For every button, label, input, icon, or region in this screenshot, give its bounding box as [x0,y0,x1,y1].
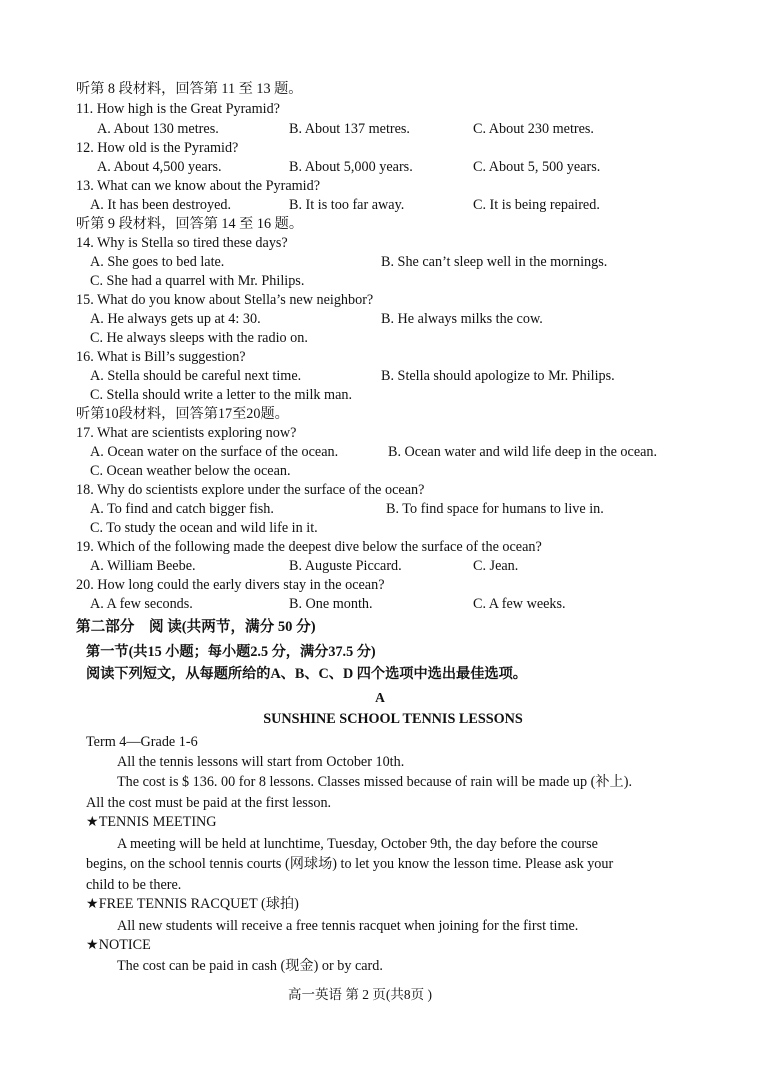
question-16-option-b: B. Stella should apologize to Mr. Philips. [381,368,615,384]
free-racquet-heading: ★FREE TENNIS RACQUET (球拍) [86,896,299,912]
meeting-text-line-3: child to be there. [86,877,182,893]
question-18-option-a: A. To find and catch bigger fish. [90,501,274,517]
question-13-option-b: B. It is too far away. [289,197,405,213]
question-12-option-c: C. About 5, 500 years. [473,159,601,175]
reading-instruction: 阅读下列短文，从每题所给的A、B、C、D 四个选项中选出最佳选项。 [86,666,527,682]
question-17-stem: 17. What are scientists exploring now? [76,425,297,441]
page-footer: 高一英语 第 2 页(共8页 ) [288,987,432,1002]
question-12-option-a: A. About 4,500 years. [97,159,222,175]
question-14-option-c: C. She had a quarrel with Mr. Philips. [90,273,305,289]
question-12-stem: 12. How old is the Pyramid? [76,140,239,156]
question-20-stem: 20. How long could the early divers stay in the ocean? [76,577,385,593]
question-14-option-b: B. She can’t sleep well in the mornings. [381,254,608,270]
paragraph-cost: The cost is $ 136. 00 for 8 lessons. Classes missed because of rain will be made up (补上). [117,774,632,790]
section-heading-9: 听第 9 段材料，回答第 14 至 16 题。 [76,216,304,232]
tennis-meeting-heading: ★TENNIS MEETING [86,814,217,830]
section-one-heading: 第一节(共15 小题；每小题2.5 分，满分37.5 分) [86,644,376,660]
question-13-option-c: C. It is being repaired. [473,197,600,213]
question-17-option-b: B. Ocean water and wild life deep in the ocean. [388,444,658,460]
question-15-option-b: B. He always milks the cow. [381,311,543,327]
section-heading-8: 听第 8 段材料，回答第 11 至 13 题。 [76,81,303,97]
question-14-option-a: A. She goes to bed late. [90,254,225,270]
term-line: Term 4—Grade 1-6 [86,734,198,750]
question-19-option-c: C. Jean. [473,558,519,574]
question-13-option-a: A. It has been destroyed. [90,197,232,213]
question-20-option-c: C. A few weeks. [473,596,566,612]
question-14-stem: 14. Why is Stella so tired these days? [76,235,288,251]
question-16-option-c: C. Stella should write a letter to the milk man. [90,387,353,403]
free-racquet-text: All new students will receive a free tennis racquet when joining for the first time. [117,918,579,934]
question-13-stem: 13. What can we know about the Pyramid? [76,178,321,194]
question-15-option-c: C. He always sleeps with the radio on. [90,330,308,346]
question-15-stem: 15. What do you know about Stella’s new neighbor? [76,292,374,308]
meeting-text-line-1: A meeting will be held at lunchtime, Tuesday, October 9th, the day before the course [117,836,598,852]
question-11-option-c: C. About 230 metres. [473,121,594,137]
question-11-option-a: A. About 130 metres. [97,121,219,137]
question-20-option-b: B. One month. [289,596,373,612]
part-two-heading: 第二部分 阅 读(共两节，满分 50 分) [76,619,316,635]
question-17-option-a: A. Ocean water on the surface of the ocean. [90,444,339,460]
question-17-option-c: C. Ocean weather below the ocean. [90,463,291,479]
notice-heading: ★NOTICE [86,937,151,953]
question-16-stem: 16. What is Bill’s suggestion? [76,349,246,365]
question-18-option-b: B. To find space for humans to live in. [386,501,604,517]
question-19-option-b: B. Auguste Piccard. [289,558,402,574]
question-16-option-a: A. Stella should be careful next time. [90,368,302,384]
question-18-stem: 18. Why do scientists explore under the surface of the ocean? [76,482,425,498]
passage-letter: A [375,690,385,705]
paragraph-payment: All the cost must be paid at the first lesson. [86,795,332,811]
question-19-stem: 19. Which of the following made the deepest dive below the surface of the ocean? [76,539,542,555]
question-12-option-b: B. About 5,000 years. [289,159,413,175]
section-heading-10: 听第10段材料，回答第17至20题。 [76,406,289,422]
notice-text: The cost can be paid in cash (现金) or by card. [117,958,383,974]
question-11-stem: 11. How high is the Great Pyramid? [76,101,280,117]
passage-title: SUNSHINE SCHOOL TENNIS LESSONS [263,711,523,727]
question-15-option-a: A. He always gets up at 4: 30. [90,311,261,327]
question-18-option-c: C. To study the ocean and wild life in it. [90,520,318,536]
question-20-option-a: A. A few seconds. [90,596,193,612]
question-19-option-a: A. William Beebe. [90,558,196,574]
question-11-option-b: B. About 137 metres. [289,121,410,137]
meeting-text-line-2: begins, on the school tennis courts (网球场) to let you know the lesson time. Please ask your [86,856,614,872]
paragraph-start-date: All the tennis lessons will start from October 10th. [117,754,405,770]
